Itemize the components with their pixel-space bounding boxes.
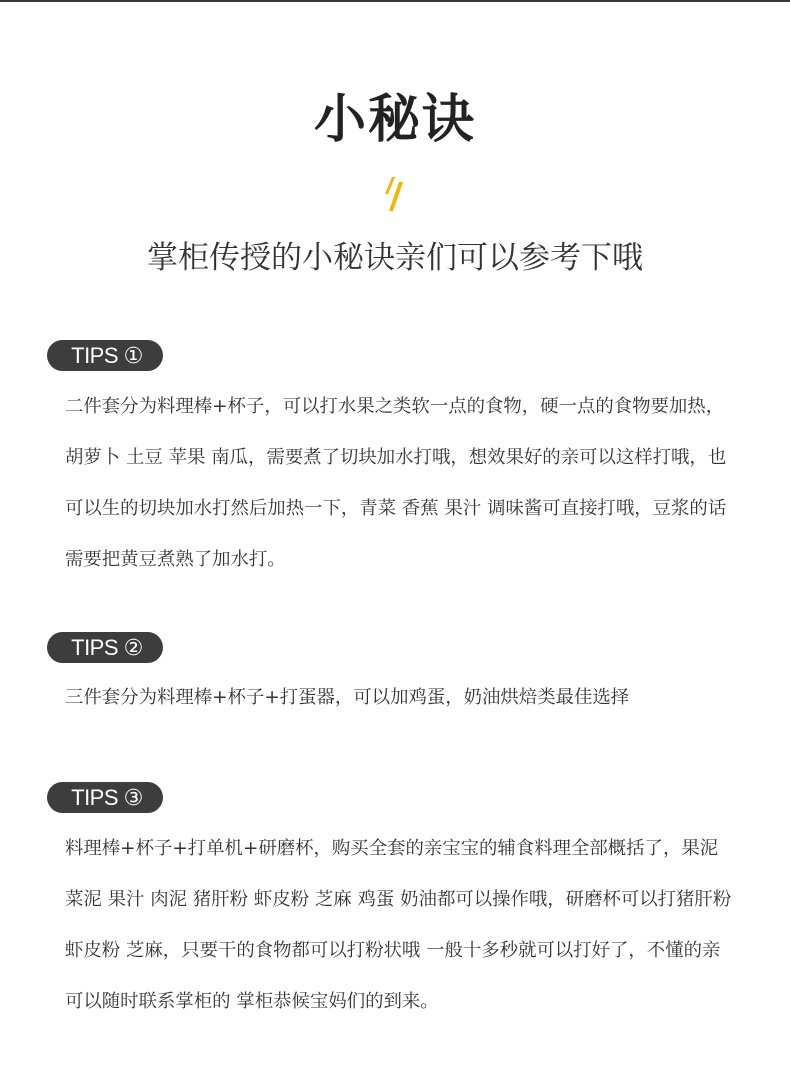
top-divider xyxy=(0,0,790,2)
page-title: 小秘诀 xyxy=(313,90,476,150)
tips-badge-2: TIPS ② xyxy=(47,632,163,663)
tips-badge-3: TIPS ③ xyxy=(47,782,163,813)
tips-badge-1: TIPS ① xyxy=(47,340,163,371)
tips-text-2: 三件套分为料理棒+杯子+打蛋器，可以加鸡蛋，奶油烘焙类最佳选择 xyxy=(65,687,630,708)
accent-slash-icon xyxy=(380,174,412,214)
tips-text-1: 二件套分为料理棒+杯子，可以打水果之类软一点的食物，硬一点的食物要加热，胡萝卜 土豆 苹果 南瓜，需要煮了切块加水打哦，想效果好的亲可以这样打哦，也可以生的切块加水打然后加热一下，青菜 香蕉 果汁 调味酱可直接打哦，豆浆的话需要把黄豆煮熟了加水打。 xyxy=(65,396,727,570)
tips-text-3: 料理棒+杯子+打单机+研磨杯，购买全套的亲宝宝的辅食料理全部概括了，果泥 菜泥 果汁 肉泥 猪肝粉 虾皮粉 芝麻 鸡蛋 奶油都可以操作哦，研磨杯可以打猪肝粉 虾皮粉 芝麻，只要干的食物都可以打粉状哦 一般十多秒就可以打好了，不懂的亲可以随时联系掌柜的 掌柜恭候宝妈们的到来。 xyxy=(65,838,732,1012)
page-subtitle: 掌柜传授的小秘诀亲们可以参考下哦 xyxy=(147,240,643,276)
